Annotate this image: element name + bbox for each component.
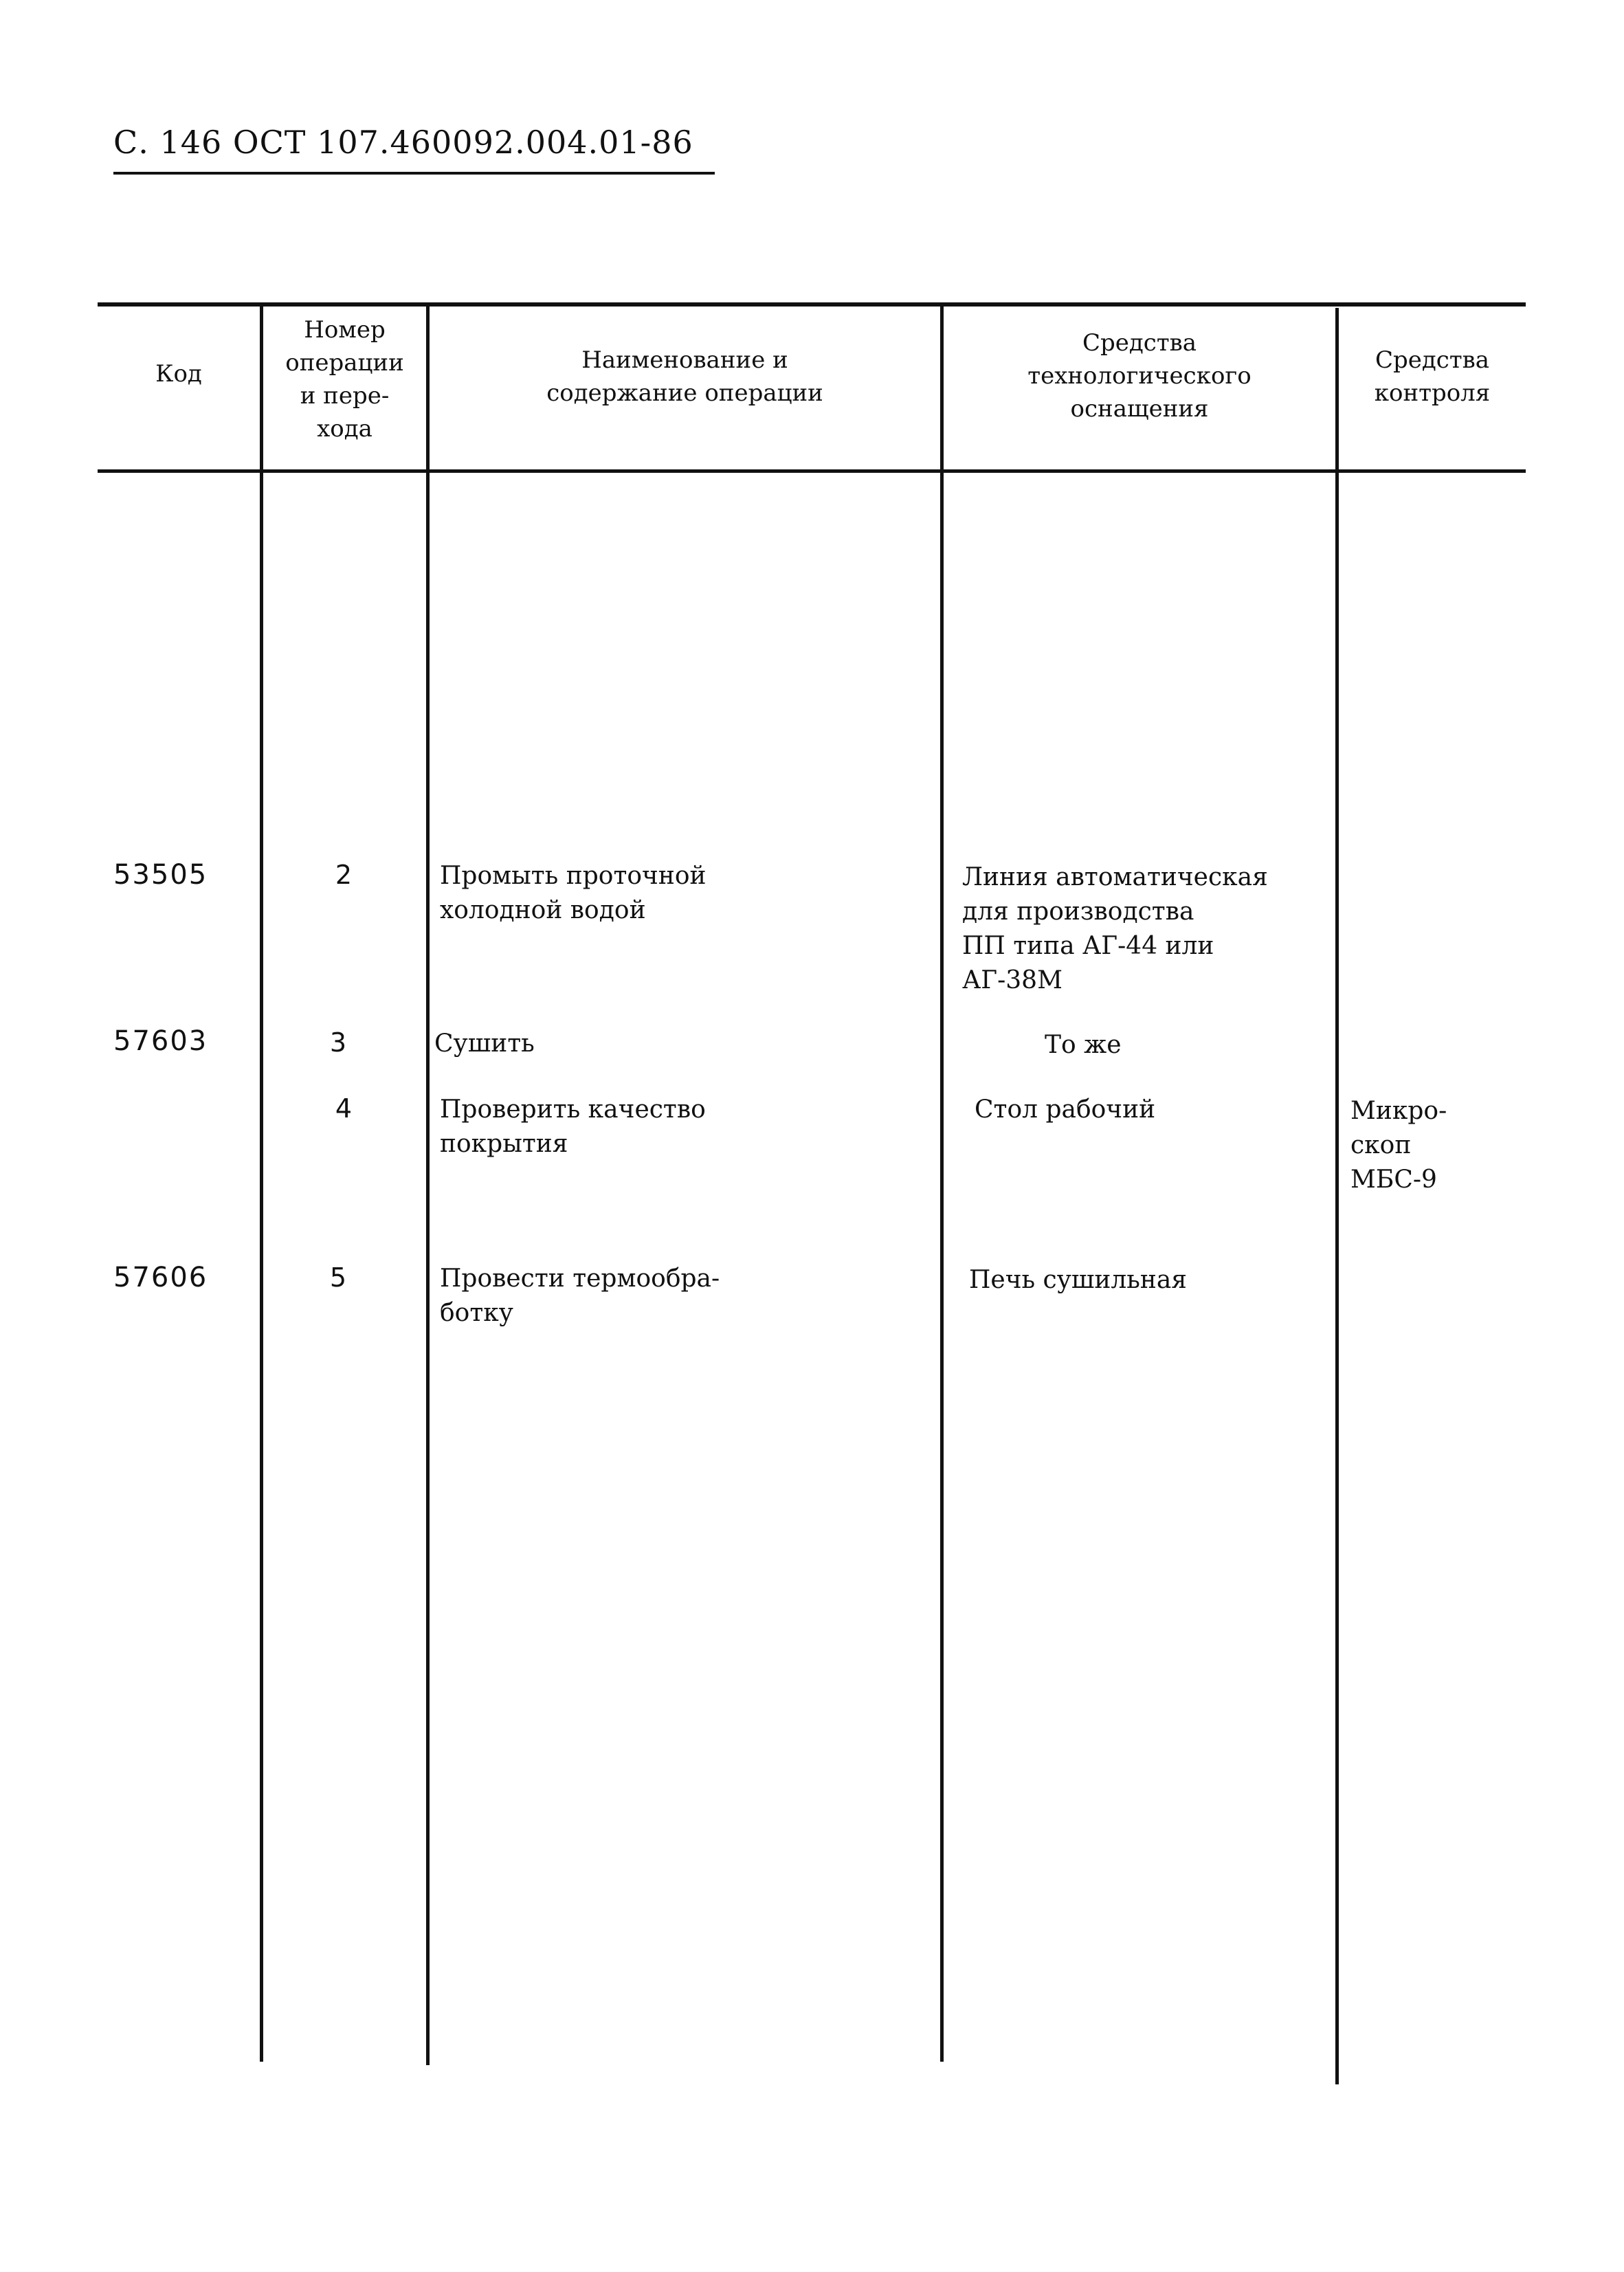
- header-underline: [113, 172, 715, 175]
- table-header-rule: [98, 469, 1526, 473]
- row-equipment: Стол рабочий: [975, 1095, 1156, 1124]
- row-code: 57603: [113, 1025, 208, 1057]
- column-header-operation-name: Наименование и содержание операции: [546, 346, 823, 407]
- row-operation-number: 2: [335, 860, 353, 890]
- row-operation-name: Сушить: [434, 1029, 535, 1058]
- column-divider-1: [260, 302, 263, 2062]
- row-operation-name: Промыть проточной холодной водой: [440, 862, 707, 924]
- row-operation-number: 3: [329, 1027, 347, 1058]
- column-divider-3: [940, 302, 944, 2062]
- row-code: 57606: [113, 1262, 208, 1293]
- page-header-ref: С. 146 ОСТ 107.460092.004.01-86: [113, 124, 693, 161]
- column-header-code: Код: [155, 360, 202, 388]
- column-header-operation-number: Номер операции и пере- хода: [285, 316, 404, 443]
- row-operation-name: Провести термообра- ботку: [440, 1265, 720, 1327]
- row-control: Микро- скоп МБС-9: [1350, 1097, 1447, 1194]
- column-divider-2: [426, 302, 430, 2065]
- column-divider-4: [1335, 308, 1339, 2084]
- column-header-control: Средства контроля: [1374, 346, 1491, 407]
- row-operation-number: 4: [335, 1093, 353, 1124]
- table-top-rule: [98, 302, 1526, 307]
- row-operation-name: Проверить качество покрытия: [440, 1095, 706, 1158]
- column-header-equipment: Средства технологического оснащения: [1027, 329, 1252, 423]
- row-operation-number: 5: [329, 1262, 347, 1293]
- row-equipment: Линия автоматическая для производства ПП типа АГ-44 или АГ-38М: [962, 863, 1268, 994]
- row-code: 53505: [113, 859, 208, 891]
- row-equipment: Печь сушильная: [969, 1266, 1187, 1294]
- row-equipment: То же: [1045, 1031, 1122, 1059]
